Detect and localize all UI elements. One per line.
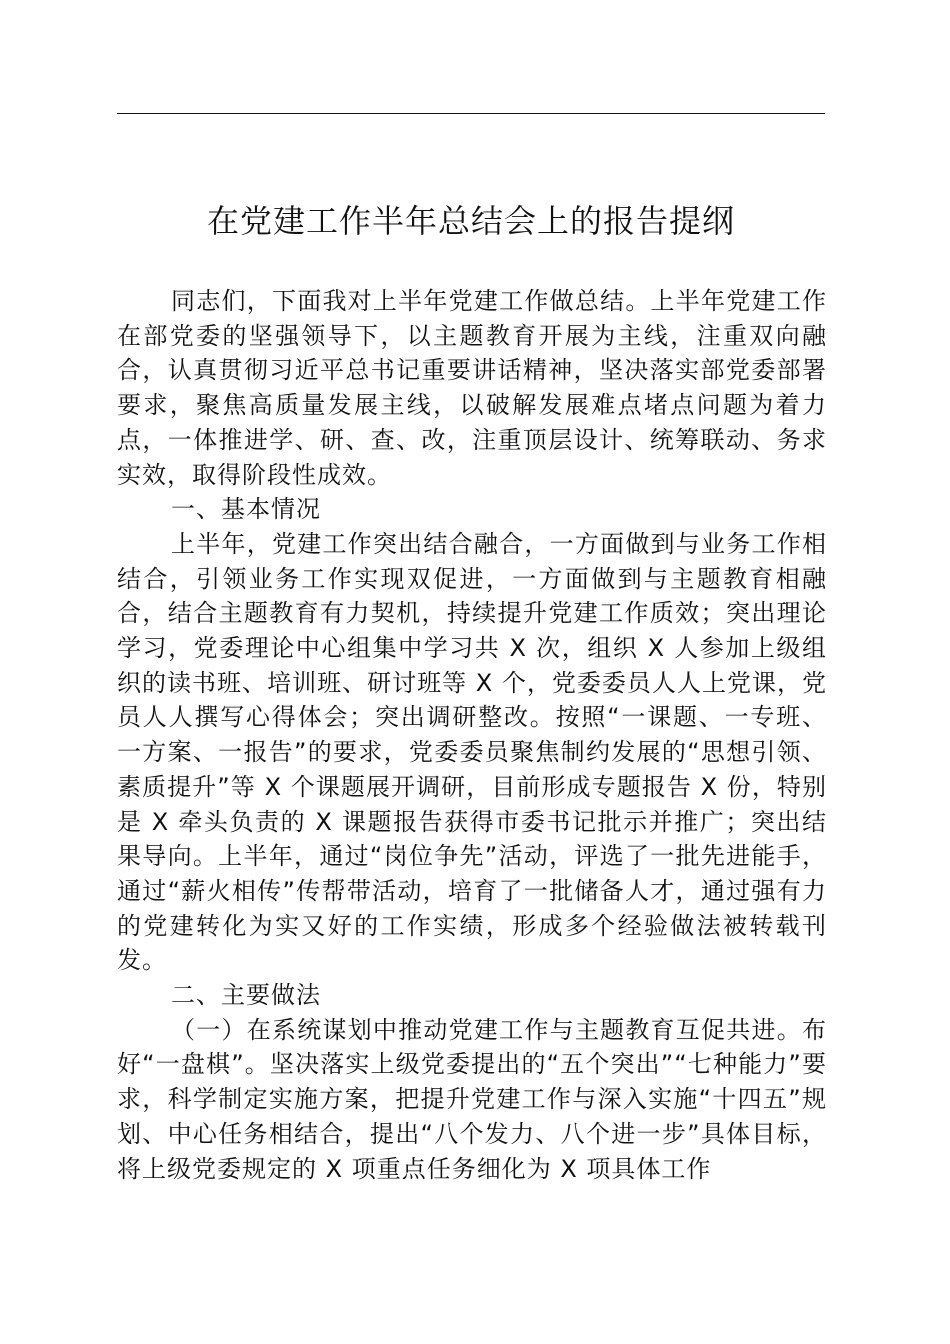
- document-title: 在党建工作半年总结会上的报告提纲: [206, 202, 735, 240]
- paragraph-main-practices-1: （一）在系统谋划中推动党建工作与主题教育互促共进。布好“一盘棋”。坚决落实上级党委提出的“五个突出”“七种能力”要求，科学制定实施方案，把提升党建工作与深入实施“十四五”规划、中心任务相结合，提出“八个发力、八个进一步”具体目标，将上级党委规定的 X 项重点任务细化为 X 项具体工作: [117, 1015, 827, 1183]
- paragraph-basic-situation: 上半年，党建工作突出结合融合，一方面做到与业务工作相结合，引领业务工作实现双促进，一方面做到与主题教育相融合，结合主题教育有力契机，持续提升党建工作质效；突出理论学习，党委理论中心组集中学习共 X 次，组织 X 人参加上级组织的读书班、培训班、研讨班等 X 个，党委委员人人上党课，党员人人撰写心得体会；突出调研整改。按照“一课题、一专班、一方案、一报告”的要求，党委委员聚焦制约发展的“思想引领、素质提升”等 X 个课题展开调研，目前形成专题报告 X 份，特别是 X 牵头负责的 X 课题报告获得市委书记批示并推广；突出结果导向。上半年，通过“岗位争先”活动，评选了一批先进能手，通过“薪火相传”传帮带活动，培育了一批储备人才，通过强有力的党建转化为实又好的工作实绩，形成多个经验做法被转载刊发。: [117, 529, 827, 975]
- paragraph-intro: 同志们，下面我对上半年党建工作做总结。上半年党建工作在部党委的坚强领导下，以主题教育开展为主线，注重双向融合，认真贯彻习近平总书记重要讲话精神，坚决落实部党委部署要求，聚焦高质量发展主线，以破解发展难点堵点问题为着力点，一体推进学、研、查、改，注重顶层设计、统筹联动、务求实效，取得阶段性成效。: [117, 287, 827, 489]
- document-body: [117, 284, 827, 1186]
- header-rule: [117, 113, 825, 114]
- section-heading-basic-situation: 一、基本情况: [171, 495, 321, 524]
- section-heading-main-practices: 二、主要做法: [171, 981, 321, 1010]
